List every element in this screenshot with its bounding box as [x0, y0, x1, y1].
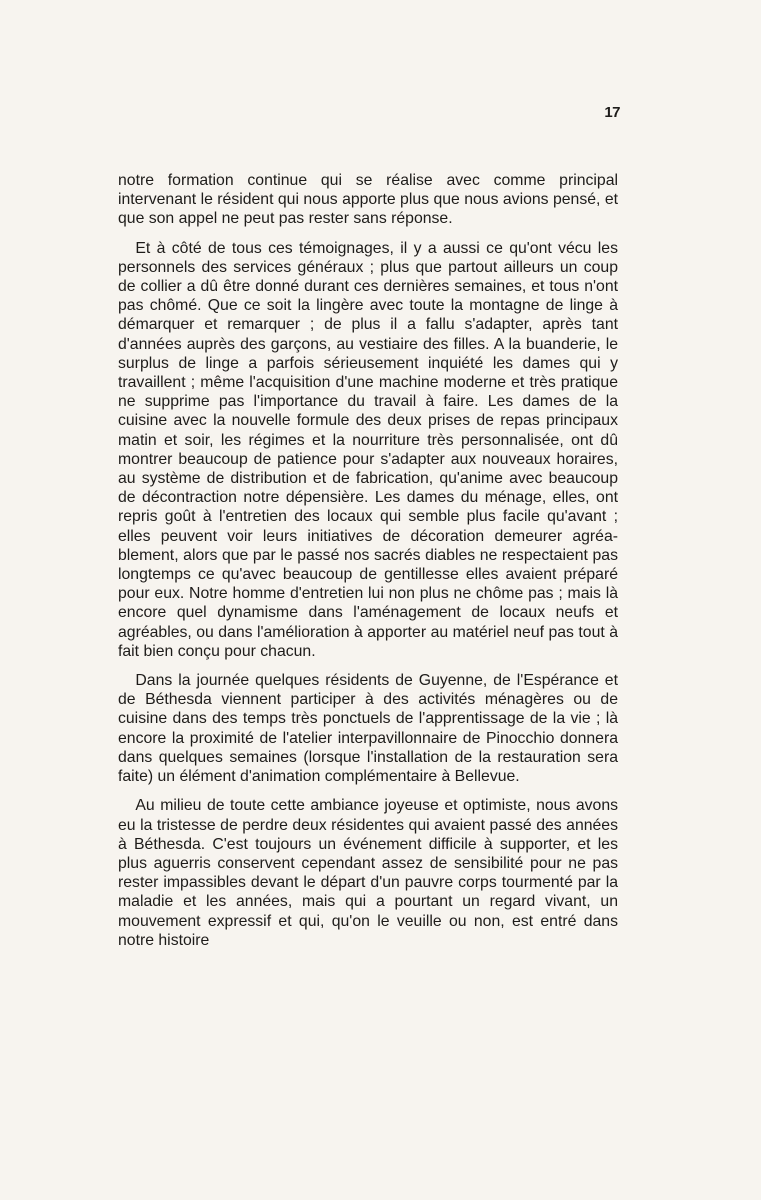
- body-text: [118, 171, 618, 960]
- paragraph-continued: notre formation continue qui se réalise avec comme principal intervenant le résident qui nous apporte plus que nous avions pensé, et que son appel ne peut pas rester sans réponse.: [118, 172, 618, 228]
- paragraph-loss-of-residents: Au milieu de toute cette ambiance joyeuse et optimiste, nous avons eu la tristesse de perdre deux résidentes qui avaient passé des années à Béthesda. C'est toujours un événement difficile à supporter, et les plus aguerris conservent cependant assez de sensibilité pour ne pas rester impassibles devant le départ d'un pauvre corps tourmenté par la maladie et les années, mais qui a pourtant un regard vivant, un mouvement expressif et qui, qu'on le veuille ou non, est entré dans notre histoire: [118, 797, 618, 949]
- paragraph-general-services: Et à côté de tous ces témoignages, il y a aussi ce qu'ont vécu les personnels des services généraux ; plus que partout ailleurs un coup de collier a dû être donné durant ces dernières semaines, et tous n'ont pas chômé. Que ce soit la lingère avec toute la montagne de linge à démarquer et remarquer ; de plus il a fallu s'adapter, après tant d'années auprès des garçons, au vestiaire des filles. A la buanderie, le surplus de linge a parfois sérieusement inquiété les dames qui y travaillent ; même l'acquisition d'une machine moderne et très pratique ne supprime pas l'importance du travail à faire. Les dames de la cuisine avec la nouvelle formule des deux prises de repas principaux matin et soir, les régimes et la nourriture très personnalisée, ont dû montrer beaucoup de patience pour s'adapter aux nouveaux horaires, au système de distribution et de fabrication, qu'anime avec beaucoup de décontraction notre dépensière. Les dames du ménage, elles, ont repris goût à l'entretien des locaux qui semble plus facile qu'avant ; elles peuvent voir leurs initiatives de décoration demeurer agréablement, alors que par le passé nos sacrés diables ne respectaient pas longtemps ce qu'avec beaucoup de gentillesse elles avaient préparé pour eux. Notre homme d'entretien lui non plus ne chôme pas ; mais là encore quel dynamisme dans l'aménagement de locaux neufs et agréables, ou dans l'amélioration à apporter au matériel neuf pas tout à fait bien conçu pour chacun.: [118, 239, 618, 660]
- page-number: 17: [604, 104, 620, 121]
- paragraph-daytime-activities: Dans la journée quelques résidents de Guyenne, de l'Espérance et de Béthesda viennent participer à des activités ménagères ou de cuisine dans des temps très ponctuels de l'apprentissage de la vie ; là encore la proximité de l'atelier interpavillonnaire de Pinocchio donnera dans quelques semaines (lorsque l'installation de la restauration sera faite) un élément d'animation complémentaire à Bellevue.: [118, 672, 618, 786]
